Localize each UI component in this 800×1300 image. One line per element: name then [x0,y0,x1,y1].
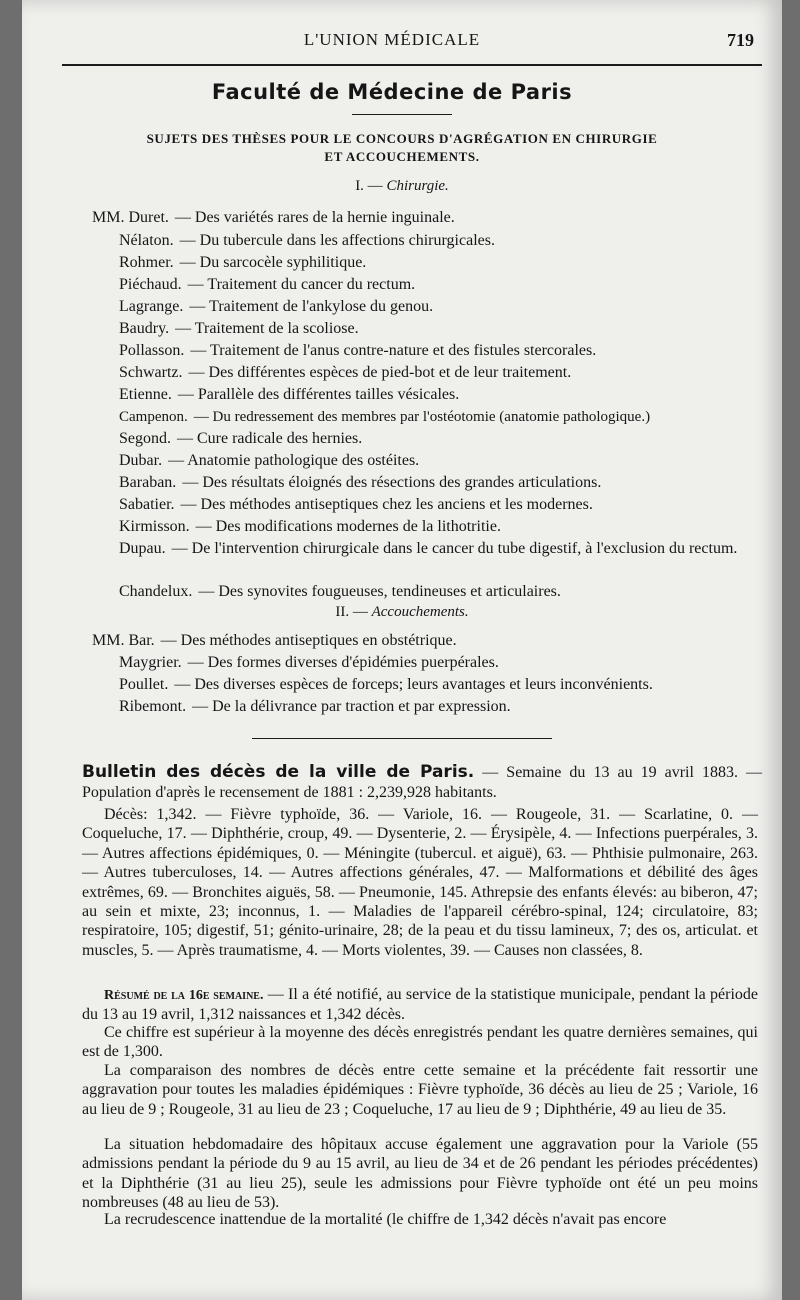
bulletin-week: — Semaine du 13 au 19 avril 1883. — Population d'après le recensement de 1881 : 2,239,928 habitants. [82,764,763,801]
thesis-entry: Baudry. — Traitement de la scoliose. [119,320,359,337]
title-rule [352,114,452,115]
resume-paragraph [82,985,758,1025]
comparison-paragraph-1: Ce chiffre est supérieur à la moyenne des décès enregistrés pendant les quatre dernières semaines, qui est de 1,300. [82,1024,758,1061]
thesis-entry: Segond. — Cure radicale des hernies. [119,430,363,447]
section-chirurgie-name: Chirurgie. [386,178,449,194]
thesis-entry: Ribemont. — De la délivrance par traction et par expression. [119,698,511,715]
thesis-entry: Schwartz. — Des différentes espèces de pied-bot et de leur traitement. [119,364,572,381]
faculty-title: Faculté de Médecine de Paris [211,80,573,104]
bulletin-title: Bulletin des décès de la ville de Paris. [82,762,475,782]
thesis-entry: Dupau. — De l'intervention chirurgicale dans le cancer du tube digestif, à l'exclusion du rectum. [119,540,738,557]
thesis-entry: Kirmisson. — Des modifications modernes de la lithotritie. [119,518,501,535]
page-header [22,30,762,54]
thesis-entry: Campenon. — Du redressement des membres par l'ostéotomie (anatomie pathologique.) [119,409,651,425]
deces-paragraph: Décès: 1,342. — Fièvre typhoïde, 36. — Variole, 16. — Rougeole, 31. — Scarlatine, 0. — Coqueluche, 17. — Diphthérie, croup, 49. — Dysenterie, 2. — Érysipèle, 4. — Infections puerpérales, 3. — Autres affections épidémiques, 0. — Méningite (tubercul. et aiguë), 63. — Phthisie pulmonaire, 263. — Autres tuberculoses, 14. — Autres affections générales, 47. — Malformations et débilité des âges extrêmes, 69. — Bronchites aiguës, 58. — Pneumonie, 145. Athrepsie des enfants élevés: au biberon, 47; au sein et mixte, 23; inconnus, 1. — Maladies de l'appareil cérébro-spinal, 124; circulatoire, 83; respiratoire, 105; digestif, 51; génito-urinaire, 28; de la peau et du tissu lamineux, 7; des os, articulat. et muscles, 5. — Après traumatisme, 4. — Morts violentes, 39. — Causes non classées, 8. [82,806,758,959]
section-accouchements-heading [22,604,782,621]
thesis-entry: Maygrier. — Des formes diverses d'épidémies puerpérales. [119,654,499,671]
comparison-paragraph-2: La comparaison des nombres de décès entre cette semaine et la précédente fait ressortir une aggravation pour toutes les maladies épidémiques : Fièvre typhoïde, 36 décès au lieu de 25 ; Variole, 16 au lieu de 9 ; Rougeole, 31 au lieu de 23 ; Coqueluche, 17 au lieu de 9 ; Diphthérie, 49 au lieu de 35. [82,1062,758,1118]
thesis-entry: Sabatier. — Des méthodes antiseptiques chez les anciens et les modernes. [119,496,593,513]
section-accouchements-name: Accouchements. [371,604,469,620]
thesis-entry: Nélaton. — Du tubercule dans les affections chirurgicales. [119,232,495,249]
thesis-entry: Chandelux. — Des synovites fougueuses, tendineuses et articulaires. [119,583,561,600]
resume-label: Résumé de la 16e semaine. [104,988,264,1003]
recrudescence-paragraph: La recrudescence inattendue de la mortalité (le chiffre de 1,342 décès n'avait pas encore [104,1211,667,1228]
thesis-entry: Rohmer. — Du sarcocèle syphilitique. [119,254,367,271]
section-divider [252,738,552,739]
page-number: 719 [727,30,754,50]
thesis-entry: Dubar. — Anatomie pathologique des ostéites. [119,452,420,469]
thesis-entry: Etienne. — Parallèle des différentes tailles vésicales. [119,386,460,403]
thesis-entry: Pollasson. — Traitement de l'anus contre-nature et des fistules stercorales. [119,342,597,359]
bulletin-heading [82,762,762,803]
thesis-entry: MM. Duret. — Des variétés rares de la hernie inguinale. [92,209,455,226]
thesis-entry: Piéchaud. — Traitement du cancer du rectum. [119,276,416,293]
section-chirurgie-heading [22,178,782,195]
running-title: L'UNION MÉDICALE [303,30,481,49]
theses-subtitle-line2: ET ACCOUCHEMENTS. [324,149,480,164]
hospital-paragraph: La situation hebdomadaire des hôpitaux accuse également une aggravation pour la Variole (55 admissions pendant la période du 9 au 15 avril, au lieu de 34 et de 26 pendant les périodes précédentes) et la Diphthérie (31 au lieu 25), seule les admissions pour Fièvre typhoïde ont été un peu moins nombreuses (48 au lieu de 53). [82,1136,758,1212]
thesis-entry: MM. Bar. — Des méthodes antiseptiques en obstétrique. [92,632,457,649]
resume-text: — Il a été notifié, au service de la statistique municipale, pendant la période du 13 au 19 avril, 1,312 naissances et 1,342 décès. [82,986,759,1024]
theses-subtitle-line1: SUJETS DES THÈSES POUR LE CONCOURS D'AGRÉGATION EN CHIRURGIE [146,131,658,146]
journal-page [22,0,782,1300]
thesis-entry: Lagrange. — Traitement de l'ankylose du genou. [119,298,434,315]
thesis-entry: Poullet. — Des diverses espèces de forceps; leurs avantages et leurs inconvénients. [119,676,653,693]
thesis-entry: Baraban. — Des résultats éloignés des résections des grandes articulations. [119,474,602,491]
section-chirurgie-number: I. — [355,178,383,194]
header-rule [62,64,762,66]
section-accouchements-number: II. — [335,604,368,620]
